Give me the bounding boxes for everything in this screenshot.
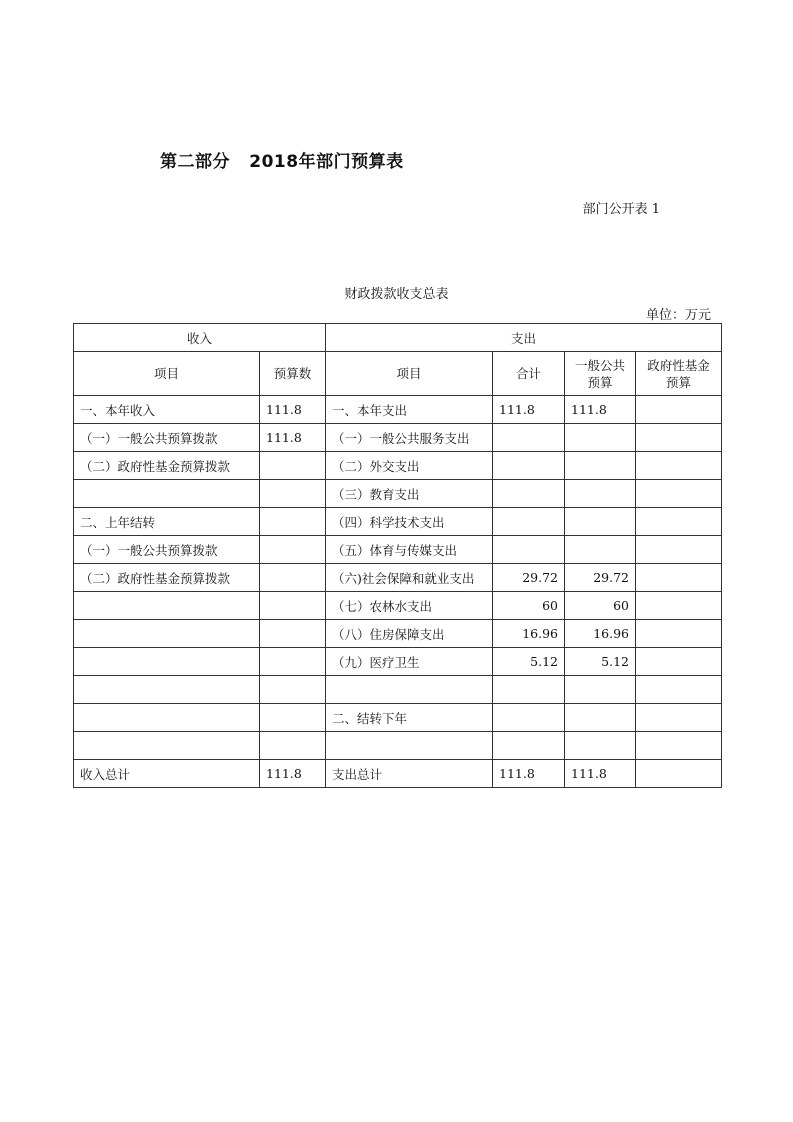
- table-row: [74, 648, 722, 676]
- expense-item-cell: （三）教育支出: [326, 480, 493, 508]
- expense-item-cell: （二）外交支出: [326, 452, 493, 480]
- table-row: [74, 592, 722, 620]
- income-amount-cell: [260, 564, 326, 592]
- expense-item-cell: （七）农林水支出: [326, 592, 493, 620]
- general-budget-cell: 16.96: [565, 620, 636, 648]
- general-budget-cell: [565, 424, 636, 452]
- expense-item-cell: 一、本年支出: [326, 396, 493, 424]
- expense-item-cell: （八）住房保障支出: [326, 620, 493, 648]
- general-budget-cell: 111.8: [565, 760, 636, 788]
- expense-item-header: 项目: [326, 352, 493, 396]
- general-budget-cell: [565, 704, 636, 732]
- expense-item-cell: （一）一般公共服务支出: [326, 424, 493, 452]
- unit-label: 单位：万元: [645, 308, 711, 323]
- general-budget-cell: 60: [565, 592, 636, 620]
- total-cell: 16.96: [493, 620, 565, 648]
- expense-item-cell: 支出总计: [326, 760, 493, 788]
- total-cell: 60: [493, 592, 565, 620]
- general-budget-cell: [565, 676, 636, 704]
- table-row: [74, 480, 722, 508]
- gov-fund-budget-cell: [636, 760, 722, 788]
- gov-fund-budget-cell: [636, 536, 722, 564]
- general-budget-cell: 29.72: [565, 564, 636, 592]
- general-budget-cell: [565, 508, 636, 536]
- expense-item-cell: （五）体育与传媒支出: [326, 536, 493, 564]
- total-cell: [493, 676, 565, 704]
- table-subheader-row: [74, 352, 722, 396]
- income-item-cell: 收入总计: [74, 760, 260, 788]
- general-budget-cell: [565, 452, 636, 480]
- table-row: [74, 704, 722, 732]
- expense-item-cell: （九）医疗卫生: [326, 648, 493, 676]
- income-item-cell: [74, 592, 260, 620]
- income-item-cell: （一）一般公共预算拨款: [74, 424, 260, 452]
- income-item-header: 项目: [74, 352, 260, 396]
- total-cell: [493, 424, 565, 452]
- table-row: [74, 536, 722, 564]
- table-row: [74, 676, 722, 704]
- total-cell: 111.8: [493, 760, 565, 788]
- income-amount-cell: [260, 452, 326, 480]
- general-budget-cell: 111.8: [565, 396, 636, 424]
- expense-item-cell: [326, 732, 493, 760]
- gov-fund-budget-cell: [636, 452, 722, 480]
- total-cell: 5.12: [493, 648, 565, 676]
- total-cell: 29.72: [493, 564, 565, 592]
- gov-fund-budget-cell: [636, 424, 722, 452]
- income-item-cell: （二）政府性基金预算拨款: [74, 564, 260, 592]
- budget-amount-header: 预算数: [260, 352, 326, 396]
- general-budget-cell: [565, 536, 636, 564]
- gov-fund-budget-cell: [636, 592, 722, 620]
- table-row: [74, 620, 722, 648]
- table-row: [74, 396, 722, 424]
- gov-fund-budget-cell: [636, 564, 722, 592]
- table-title: 财政拨款收支总表: [344, 287, 449, 302]
- income-amount-cell: [260, 508, 326, 536]
- general-budget-cell: 5.12: [565, 648, 636, 676]
- page-heading: 第二部分 2018年部门预算表: [160, 152, 404, 172]
- table-row: [74, 452, 722, 480]
- income-item-cell: 二、上年结转: [74, 508, 260, 536]
- income-item-cell: 一、本年收入: [74, 396, 260, 424]
- income-amount-cell: [260, 704, 326, 732]
- income-amount-cell: 111.8: [260, 424, 326, 452]
- expense-item-cell: 二、结转下年: [326, 704, 493, 732]
- income-item-cell: [74, 648, 260, 676]
- income-amount-cell: [260, 648, 326, 676]
- income-item-cell: [74, 620, 260, 648]
- expense-item-cell: （六)社会保障和就业支出: [326, 564, 493, 592]
- total-header: 合计: [493, 352, 565, 396]
- table-header-row: [74, 324, 722, 352]
- income-amount-cell: [260, 536, 326, 564]
- general-budget-cell: [565, 480, 636, 508]
- gov-fund-budget-cell: [636, 480, 722, 508]
- income-amount-cell: 111.8: [260, 760, 326, 788]
- table-row: [74, 564, 722, 592]
- general-budget-cell: [565, 732, 636, 760]
- budget-table: [73, 323, 722, 788]
- income-amount-cell: [260, 732, 326, 760]
- table-body: [74, 396, 722, 788]
- income-item-cell: [74, 480, 260, 508]
- gov-fund-budget-cell: [636, 732, 722, 760]
- income-item-cell: [74, 676, 260, 704]
- income-item-cell: [74, 732, 260, 760]
- table-row: [74, 760, 722, 788]
- table-row: [74, 424, 722, 452]
- income-amount-cell: [260, 592, 326, 620]
- expense-header: 支出: [326, 324, 722, 352]
- total-cell: 111.8: [493, 396, 565, 424]
- income-amount-cell: [260, 620, 326, 648]
- gov-fund-budget-header: 政府性基金预算: [636, 352, 722, 396]
- total-cell: [493, 536, 565, 564]
- gov-fund-budget-cell: [636, 676, 722, 704]
- gov-fund-budget-cell: [636, 396, 722, 424]
- income-item-cell: （二）政府性基金预算拨款: [74, 452, 260, 480]
- table-row: [74, 508, 722, 536]
- gov-fund-budget-cell: [636, 648, 722, 676]
- income-amount-cell: [260, 480, 326, 508]
- gov-fund-budget-cell: [636, 620, 722, 648]
- total-cell: [493, 704, 565, 732]
- total-cell: [493, 480, 565, 508]
- total-cell: [493, 508, 565, 536]
- income-amount-cell: [260, 676, 326, 704]
- expense-item-cell: [326, 676, 493, 704]
- gov-fund-budget-cell: [636, 704, 722, 732]
- gov-fund-budget-cell: [636, 508, 722, 536]
- income-amount-cell: 111.8: [260, 396, 326, 424]
- table-row: [74, 732, 722, 760]
- total-cell: [493, 732, 565, 760]
- general-budget-header: 一般公共预算: [565, 352, 636, 396]
- income-item-cell: [74, 704, 260, 732]
- total-cell: [493, 452, 565, 480]
- income-header: 收入: [74, 324, 326, 352]
- income-item-cell: （一）一般公共预算拨款: [74, 536, 260, 564]
- form-number: 部门公开表 1: [582, 202, 660, 217]
- expense-item-cell: （四）科学技术支出: [326, 508, 493, 536]
